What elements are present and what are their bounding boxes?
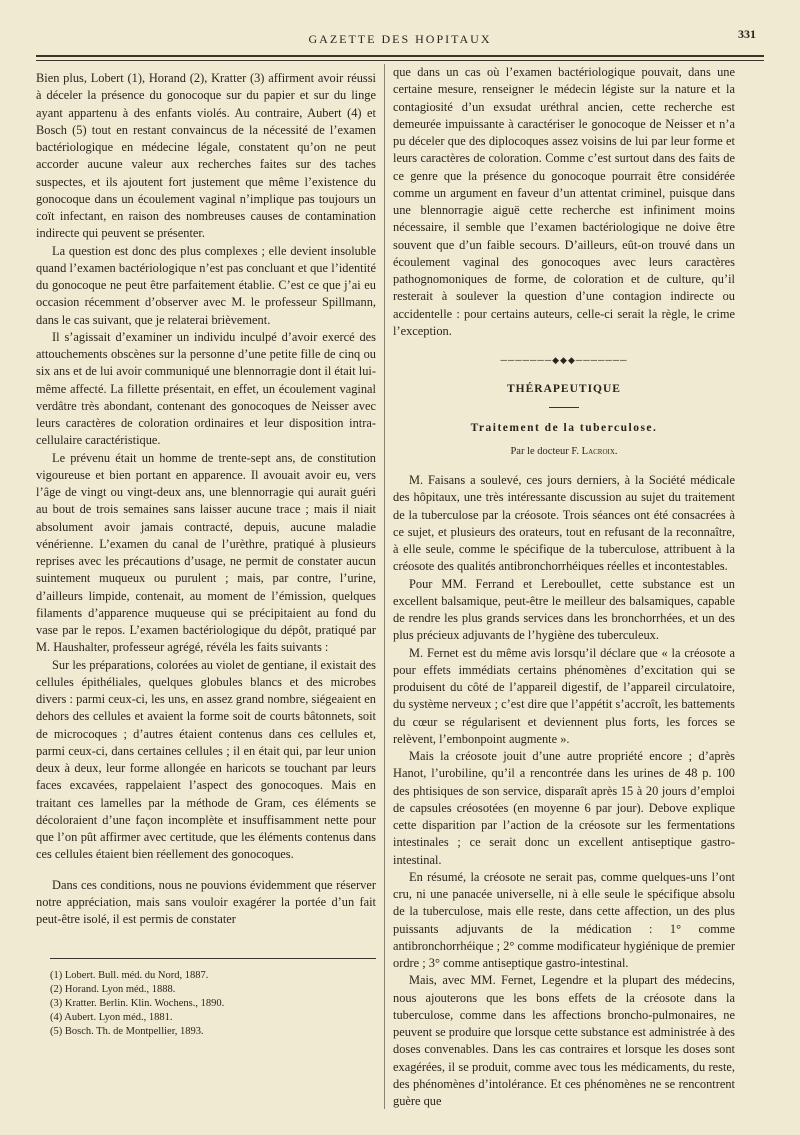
- footnote: (1) Lobert. Bull. méd. du Nord, 1887.: [50, 970, 209, 982]
- paragraph: M. Fernet est du même avis lorsqu’il déclare que « la créosote a pour effets immédiats certains phénomènes d’excitation qui se produisent du côté de l’appareil digestif, de l’appareil circulatoire, du système nerveux ; c’est dire que l’appétit s’accroît, les battements du cœur se régularisent et deviennent plus forts, les forces se relèvent, l’embonpoint augmente ».: [393, 645, 735, 746]
- paragraph: Il s’agissait d’examiner un individu inculpé d’avoir exercé des attouchements obscènes sur la personne d’une petite fille de cinq ou six ans et de lui avoir communiqué une blennorragie dont il était lui-même affecté. La fillette présentait, en effet, un écoulement vaginal verdâtre très abondant, contenant des gonocoques de Neisser avec leurs caractères de coloration ordinaires et leur disposition intra-cellulaire caractéristique.: [36, 329, 376, 448]
- page-number: 331: [738, 27, 756, 41]
- paragraph: que dans un cas où l’examen bactériologique pouvait, dans une certaine mesure, renseigner le médecin légiste sur la nature et la contagiosité d’un exsudat uréthral ancien, cette recherche est demeurée impuissante à caractériser le gonocoque de Neisser et n’a pu déceler que des diplocoques assez voisins de lui par leur forme et leurs caractères de coloration. Comme c’est surtout dans des faits de ce genre que la présence du gonocoque pourrait être considérée comme un argument en faveur d’un attentat criminel, puisque dans une blennorragie aiguë cette recherche est infiniment moins nécessaire, il semble que l’examen bactériologique ne doive être souvent que d’un faible secours. D’ailleurs, eût-on trouvé dans un écoulement vaginal des gonocoques avec leurs caractères pathognomoniques de forme, de coloration et de culture, qu’il resterait à soulever la question d’une contagion indirecte ou accidentelle : pour certains auteurs, celle-ci serait la règle, le crime l’exception.: [393, 65, 735, 338]
- paragraph: Sur les préparations, colorées au violet de gentiane, il existait des cellules épithéliales, quelques globules blancs et des microbes divers : parmi ceux-ci, les uns, en assez grand nombre, siégeaient en dehors des cellules et avaient la forme soit de courts bâtonnets, soit de microcoques ; d’autres étaient contenus dans ces cellules et, parmi ceux-ci, dans certaines cellules ; il en était qui, par leur union deux à deux, leur forme allongée en haricots se touchant par leurs faces excavées, rappelaient l’aspect des gonocoques. Mais en traitant ces lamelles par la méthode de Gram, ces éléments se décoloraient d’une façon incomplète et insuffisamment nette pour que l’on pût affirmer avec certitude, que les éléments contenus dans ces cellules étaient bien réellement des gonocoques.: [36, 657, 376, 862]
- header-rule-thick: [36, 55, 764, 57]
- byline-author: F. Lacroix.: [571, 445, 618, 457]
- footnote: (4) Aubert. Lyon méd., 1881.: [50, 1012, 173, 1024]
- column-divider: [384, 64, 385, 1109]
- paragraph: Dans ces conditions, nous ne pouvions évidemment que réserver notre appréciation, mais sans vouloir exagérer la portée d’un fait peut-être isolé, il est permis de constater: [36, 877, 376, 926]
- footnote: (2) Horand. Lyon méd., 1888.: [50, 984, 176, 996]
- byline: [393, 443, 735, 460]
- paragraph: Pour MM. Ferrand et Lereboullet, cette substance est un excellent balsamique, peut-être le meilleur des balsamiques, capable de rendre les plus grands services dans les bronchorrhées, et un des plus précieux adjuvants de l’hygiène des tuberculeux.: [393, 576, 735, 643]
- paragraph: Le prévenu était un homme de trente-sept ans, de constitution vigoureuse et bien portant en apparence. Il avouait avoir eu, vers l’âge de vingt ou vingt-deux ans, une blennorragie qui aurait guéri au bout de trois semaines sans laisser aucune trace ; mais il niait absolument avoir jamais contracté, depuis, aucune maladie vénérienne. L’examen du canal de l’urèthre, pratiqué à plusieurs reprises avec les précautions d’usage, ne permit de constater aucun suintement muqueux ou purulent ; mais, par contre, l’urine, d’ailleurs limpide, contenait, au moment de l’émission, quelques filaments d’apparence muqueuse qui se précipitaient au fond du vase par le repos. L’examen bactériologique du dépôt, pratiqué par M. Haushalter, professeur agrégé, révéla les faits suivants :: [36, 450, 376, 655]
- paragraph: En résumé, la créosote ne serait pas, comme quelques-uns l’ont cru, ni une panacée universelle, ni à elle seule le spécifique absolu de la tuberculose, mais elle reste, dans cette affection, un des plus puissants adjuvants de la médication : 1° comme antibronchorrhéique ; 2° comme modificateur hygiénique de premier ordre ; 3° comme antiseptique gastro-intestinal.: [393, 869, 735, 970]
- footnote: (3) Kratter. Berlin. Klin. Wochens., 1890.: [50, 998, 225, 1010]
- footnote-rule: [50, 958, 376, 959]
- footnotes: [36, 969, 376, 1039]
- header-rule-thin: [36, 60, 764, 61]
- left-column: [36, 70, 376, 1039]
- paragraph: Mais, avec MM. Fernet, Legendre et la plupart des médecins, nous ajouterons que les bons effets de la créosote dans la tuberculose, comme dans les affections broncho-pulmonaires, ne peuvent se produire que lorsque cette substance est administrée à des doses convenables. Dans les cas contraires et lorsque les doses sont exagérées, il se produit, comme avec tous les médicaments, du reste, des phénomènes d’intolérance. Et ces phénomènes ne se rencontrent guère que: [393, 973, 736, 1108]
- article-title: Traitement de la tuberculose.: [470, 421, 658, 434]
- running-header: GAZETTE DES HOPITAUX: [308, 32, 492, 46]
- paragraph: Mais la créosote jouit d’une autre propriété encore ; d’après Hanot, l’urobiline, qu’il a rencontrée dans les urines de 48 p. 100 des phtisiques de son service, disparaît après 15 à 20 jours d’emploi de capsules créosotées (en moyenne 6 par jour). Debove explique cette disparition par l’action de la créosote sur les fermentations intestinales ; ce serait donc un excellent antiseptique gastro-intestinal.: [393, 749, 735, 867]
- paragraph: Bien plus, Lobert (1), Horand (2), Kratter (3) affirment avoir réussi à déceler la présence du gonocoque sur du papier et sur du linge ayant appartenu à des enfants violés. Au contraire, Aubert (4) et Bosch (5) tout en restant convaincus de la nécessité de l’examen bactériologique en médecine légale, constatent qu’on ne peut accorder aucune valeur aux recherches faites sur des taches suspectes, et ils ajoutent fort justement que même l’existence du gonocoque dans un écoulement vaginal n’implique pas toujours un coït infectant, en raison des nombreuses causes de contamination indirecte qui peuvent se présenter.: [36, 71, 376, 241]
- right-column: [393, 64, 735, 1110]
- section-ornament: ───────◆◆◆───────: [500, 355, 628, 365]
- footnote: (5) Bosch. Th. de Montpellier, 1893.: [50, 1026, 204, 1038]
- paragraph: M. Faisans a soulevé, ces jours derniers, à la Société médicale des hôpitaux, une très intéressante discussion au sujet du traitement de la tuberculose par la créosote. Trois séances ont été consacrées à ce sujet, et plusieurs des orateurs, tout en refusant de la reconnaître, à elle seule, comme le spécifique de la tuberculose, attribuent à la créosote des qualités antibronchorrhéiques réelles et incontestables.: [393, 473, 735, 574]
- heading-rule: [549, 407, 579, 408]
- section-heading: THÉRAPEUTIQUE: [507, 383, 621, 396]
- paragraph: La question est donc des plus complexes ; elle devient insoluble quand l’examen bactériologique n’est pas concluant et que l’identité du gonocoque ne peut être parfaitement établie. C’est ce que j’ai eu occasion récemment d’observer avec M. le professeur Spillmann, dans le cas suivant, que je relaterai brièvement.: [36, 243, 376, 327]
- byline-prefix: Par le docteur: [510, 445, 569, 457]
